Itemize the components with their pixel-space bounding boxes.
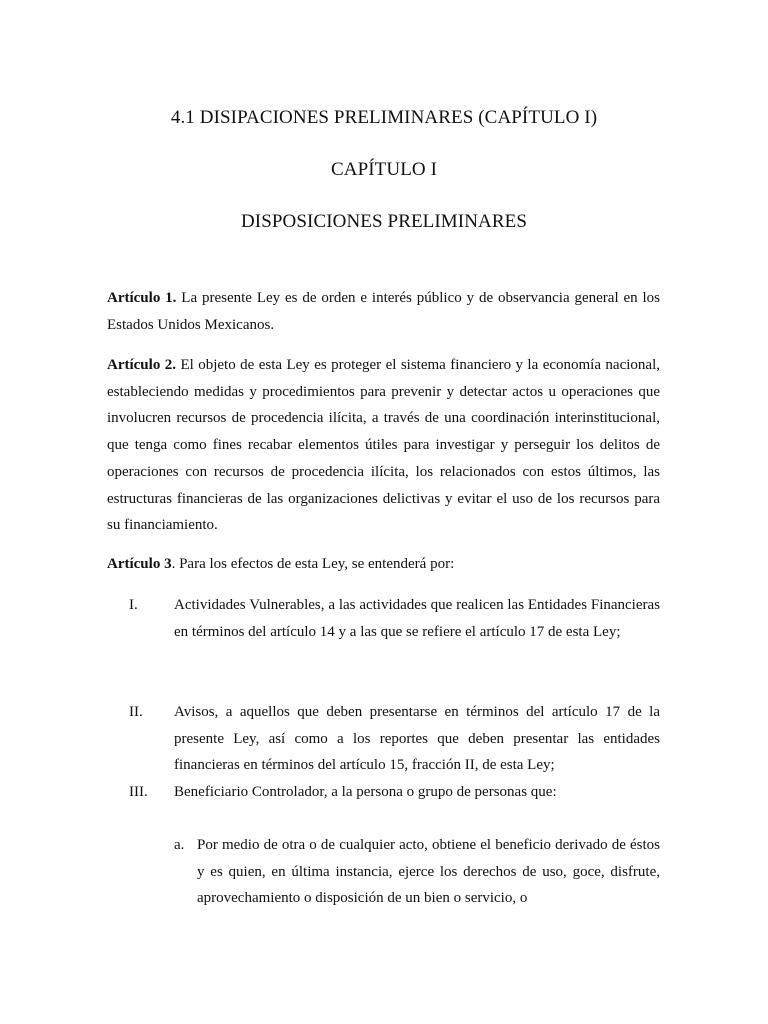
chapter-heading: CAPÍTULO I: [330, 159, 438, 180]
definition-text: Beneficiario Controlador, a la persona o grupo de personas que:: [174, 784, 557, 800]
article-2: [107, 352, 660, 539]
article-1-text: La presente Ley es de orden e interés público y de observancia general en los Estados Unidos Mexicanos.: [107, 290, 660, 333]
chapter-subtitle: DISPOSICIONES PRELIMINARES: [240, 211, 528, 232]
article-1-label: Artículo 1.: [107, 290, 177, 306]
article-3-text: . Para los efectos de esta Ley, se entenderá por:: [171, 556, 455, 572]
definition-text: Avisos, a aquellos que deben presentarse en términos del artículo 17 de la presente Ley, así como a los reportes que deben presentar las entidades financieras en términos del artículo 15, fracción II, de esta Ley;: [174, 704, 660, 774]
article-2-text: El objeto de esta Ley es proteger el sistema financiero y la economía nacional, estableciendo medidas y procedimientos para prevenir y detectar actos u operaciones que involucren recursos de procedencia ilícita, a través de una coordinación interinstitucional, que tenga como fines recabar elementos útiles para investigar y perseguir los delitos de operaciones con recursos de procedencia ilícita, los relacionados con estos últimos, las estructuras financieras de las organizaciones delictivas y evitar el uso de los recursos para su financiamiento.: [107, 357, 660, 534]
article-3-label: Artículo 3: [107, 556, 172, 572]
article-1: [107, 285, 660, 338]
definition-numeral: I.: [129, 597, 138, 613]
definition-numeral: II.: [129, 704, 143, 720]
article-2-label: Artículo 2.: [107, 357, 177, 373]
sub-item-letter: a.: [174, 837, 185, 853]
article-3: [107, 551, 660, 578]
definition-numeral: III.: [129, 784, 148, 800]
sub-item-text: Por medio de otra o de cualquier acto, obtiene el beneficio derivado de éstos y es quien, en última instancia, ejerce los derechos de uso, goce, disfrute, aprovechamiento o disposición de un bien o servicio, o: [197, 837, 660, 907]
section-title: 4.1 DISIPACIONES PRELIMINARES (CAPÍTULO I): [170, 107, 598, 128]
definition-text: Actividades Vulnerables, a las actividades que realicen las Entidades Financieras en términos del artículo 14 y a las que se refiere el artículo 17 de esta Ley;: [174, 597, 660, 640]
